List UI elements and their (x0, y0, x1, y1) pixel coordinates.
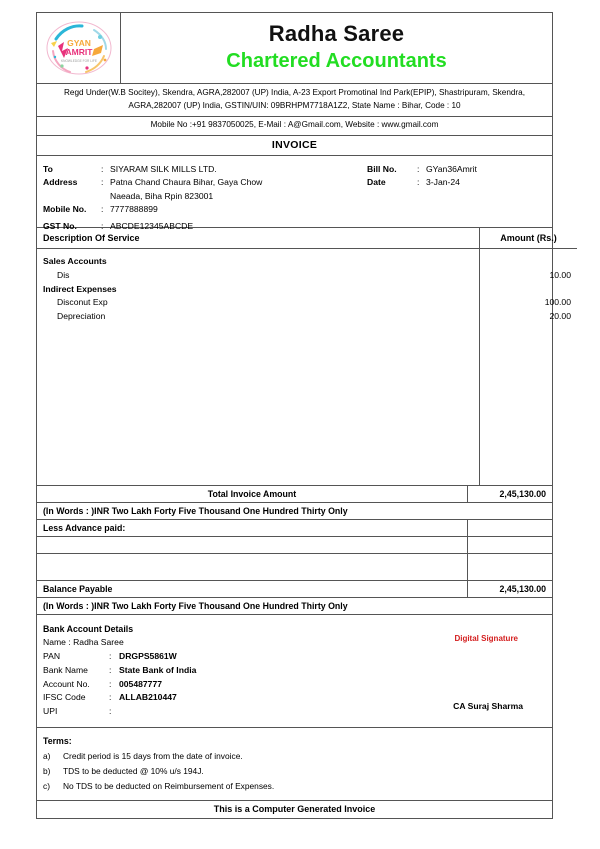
company-address: Regd Under(W.B Socitey), Skendra, AGRA,282007 (UP) India, A-23 Export Promotinal Ind Park(EPIP), Shastripuram, Skendra, AGRA,282007 (UP) India, GSTIN/UIN: 09BRHPM7718A1Z2, State Name : Bihar, Code : 10 (37, 84, 552, 117)
blank-left-2 (37, 554, 467, 580)
line-item-label: Depreciation (57, 311, 106, 322)
less-advance-label: Less Advance paid: (43, 522, 126, 533)
line-items-body-row (37, 248, 577, 485)
logo-text-gyan: GYAN (66, 38, 91, 48)
company-subtitle: Chartered Accountants (226, 49, 447, 72)
bank-details-title: Bank Account Details (43, 623, 134, 634)
invoice-header (37, 13, 552, 84)
date-value: 3-Jan-24 (426, 177, 460, 188)
date-label: Date (367, 177, 386, 188)
line-item-group: Indirect Expenses (43, 283, 117, 294)
term-item (43, 749, 546, 764)
blank-row-1 (37, 536, 552, 553)
bill-to-left (43, 163, 343, 234)
terms-section (37, 727, 552, 800)
line-item-group: Sales Accounts (43, 255, 107, 266)
blank-left-1 (37, 537, 467, 553)
colon: : (101, 163, 104, 174)
colon: : (109, 664, 112, 675)
account-no-row (43, 678, 546, 692)
to-value: SIYARAM SILK MILLS LTD. (110, 163, 217, 174)
line-item-amount: 10.00 (549, 269, 571, 280)
bill-no-label: Bill No. (367, 163, 397, 174)
address-label: Address (43, 177, 78, 188)
pan-row (43, 650, 546, 664)
colon: : (101, 177, 104, 188)
invoice-document (36, 12, 571, 819)
computer-generated-note: This is a Computer Generated Invoice (37, 800, 552, 818)
mobile-label: Mobile No. (43, 204, 87, 215)
bill-to-right (367, 163, 547, 190)
bill-no-row (367, 163, 547, 177)
gst-label: GST No. (43, 221, 77, 232)
term-item (43, 764, 546, 779)
balance-payable-label: Balance Payable (43, 583, 113, 594)
upi-label: UPI (43, 706, 58, 717)
balance-payable-value: 2,45,130.00 (467, 581, 552, 597)
address-value: Patna Chand Chaura Bihar, Gaya Chow (110, 177, 263, 188)
colon: : (417, 177, 420, 188)
pan-label: PAN (43, 650, 61, 661)
ifsc-value: ALLAB210447 (119, 692, 177, 703)
ifsc-label: IFSC Code (43, 692, 86, 703)
total-invoice-amount-value: 2,45,130.00 (467, 486, 552, 502)
account-no-value: 005487777 (119, 678, 163, 689)
blank-row-2 (37, 553, 552, 580)
term-text: No TDS to be deducted on Reimbursement of Expenses. (63, 780, 275, 791)
logo-cell (37, 13, 121, 83)
colon: : (109, 706, 112, 717)
line-items-amounts (480, 248, 578, 485)
line-item-label: Disconut Exp (57, 297, 108, 308)
colon: : (101, 204, 104, 215)
term-text: TDS to be deducted @ 10% u/s 194J. (63, 765, 204, 776)
total-invoice-amount-label: Total Invoice Amount (207, 488, 297, 499)
less-advance-row (37, 519, 552, 536)
blank-right-2 (467, 554, 552, 580)
address-value-line2: Naeada, Biha Rpin 823001 (110, 190, 214, 201)
less-advance-value (467, 520, 552, 536)
term-index: b) (43, 765, 51, 776)
signatory-name: CA Suraj Sharma (453, 700, 523, 711)
to-row (43, 163, 343, 177)
colon: : (417, 163, 420, 174)
document-type-title: INVOICE (37, 136, 552, 156)
gst-value: ABCDE12345ABCDE (110, 221, 194, 232)
address-row (43, 176, 343, 190)
svg-text:KNOWLEDGE FOR LIFE: KNOWLEDGE FOR LIFE (60, 59, 97, 63)
company-name: Radha Saree (268, 21, 405, 47)
logo-text-amrit: AMRIT (65, 47, 92, 57)
term-item (43, 779, 546, 794)
to-label: To (43, 163, 53, 174)
balance-in-words: (In Words : )INR Two Lakh Forty Five Thousand One Hundred Thirty Only (37, 597, 552, 614)
total-invoice-amount-row (37, 485, 552, 502)
date-row (367, 176, 547, 190)
gst-row (43, 220, 343, 234)
bank-account-holder: Name : Radha Saree (43, 636, 124, 647)
mobile-row (43, 203, 343, 217)
bank-name-value: State Bank of India (119, 664, 197, 675)
colon: : (109, 678, 112, 689)
bank-details-section (37, 614, 552, 728)
header-amount: Amount (Rs.) (480, 228, 578, 249)
bank-name-row (43, 664, 546, 678)
bill-to-section (37, 156, 552, 232)
total-in-words: (In Words : )INR Two Lakh Forty Five Thousand One Hundred Thirty Only (37, 502, 552, 519)
digital-signature-label: Digital Signature (454, 633, 518, 643)
company-title-cell (121, 13, 552, 83)
balance-payable-row (37, 580, 552, 597)
terms-title: Terms: (43, 736, 72, 747)
colon: : (109, 650, 112, 661)
term-index: a) (43, 751, 51, 762)
line-item-amount: 100.00 (544, 297, 571, 308)
line-item-amount: 20.00 (549, 311, 571, 322)
account-no-label: Account No. (43, 678, 90, 689)
pan-value: DRGPS5861W (119, 650, 177, 661)
line-items-descriptions (37, 248, 480, 485)
company-contact: Mobile No :+91 9837050025, E-Mail : A@Gmail.com, Website : www.gmail.com (37, 117, 552, 135)
mobile-value: 7777888899 (110, 204, 158, 215)
term-index: c) (43, 780, 50, 791)
line-item-label: Dis (57, 269, 70, 280)
header-description: Description Of Service (37, 228, 480, 249)
bill-no-value: GYan36Amrit (426, 163, 477, 174)
term-text: Credit period is 15 days from the date of invoice. (63, 751, 243, 762)
bank-name-label: Bank Name (43, 664, 88, 675)
colon: : (109, 692, 112, 703)
line-items-table (37, 228, 577, 485)
gyan-amrit-logo-icon (42, 17, 116, 79)
blank-right-1 (467, 537, 552, 553)
colon: : (101, 221, 104, 232)
